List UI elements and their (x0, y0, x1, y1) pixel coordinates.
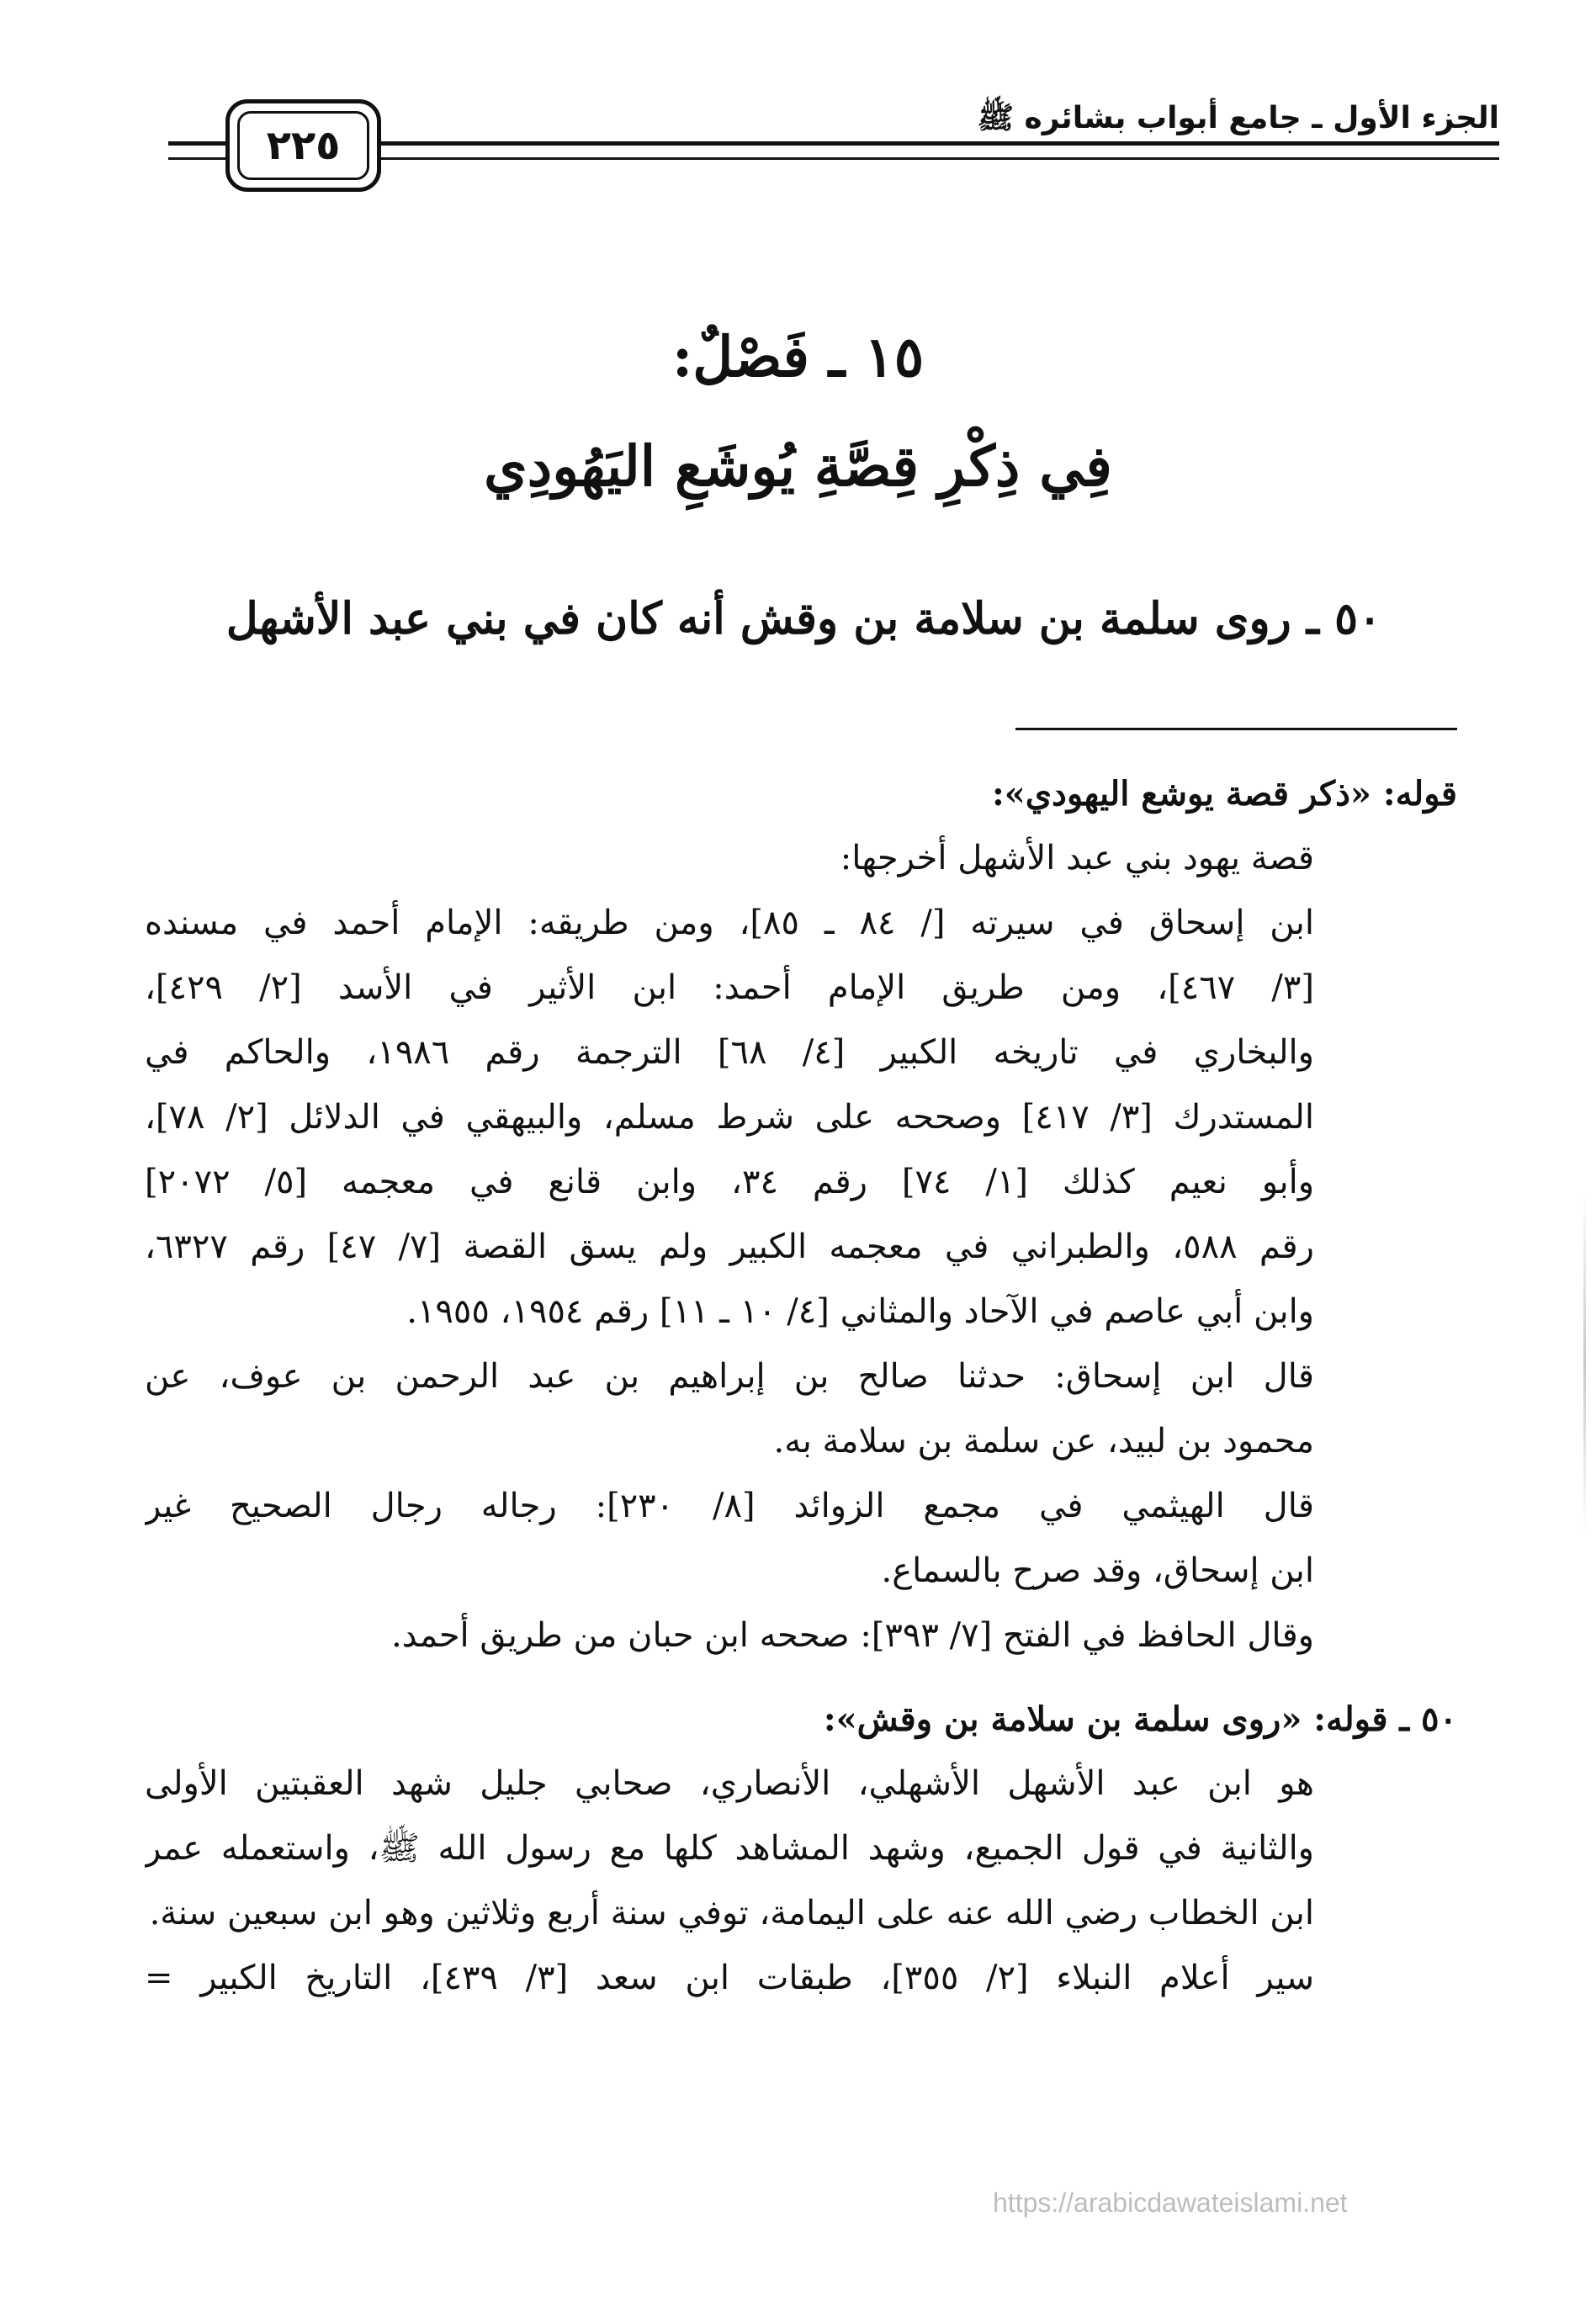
page-number: ٢٢٥ (237, 111, 369, 180)
chapter-heading: ١٥ ـ فَصْلٌ: (671, 324, 925, 390)
footnote-line: وأبو نعيم كذلك [١/ ٧٤] رقم ٣٤، وابن قانع في معجمه [٥/ ٢٠٧٢] (145, 1163, 1315, 1201)
footnote-line: قال الهيثمي في مجمع الزوائد [٨/ ٢٣٠]: رجاله رجال الصحيح غير (145, 1487, 1314, 1525)
footnote-gap (145, 1668, 1457, 1687)
footnote-line: سير أعلام النبلاء [٢/ ٣٥٥]، طبقات ابن سعد [٣/ ٤٣٩]، التاريخ الكبير = (145, 1959, 1314, 1997)
footnote-line: ابن الخطاب رضي الله عنه على اليمامة، توفي سنة أربع وثلاثين وهو ابن سبعين سنة. (149, 1894, 1314, 1933)
footnote-separator (1015, 728, 1457, 730)
page-number-frame (225, 99, 381, 192)
footnote-line: ابن إسحاق، وقد صرح بالسماع. (881, 1551, 1314, 1590)
footnote-line: محمود بن لبيد، عن سلمة بن سلامة به. (773, 1422, 1314, 1461)
running-header-title: الجزء الأول ـ جامع أبواب بشائره ﷺ (977, 101, 1499, 135)
footnote-line: ابن إسحاق في سيرته [/ ٨٤ ـ ٨٥]، ومن طريقه: الإمام أحمد في مسنده (145, 904, 1315, 942)
footnote-line: والثانية في قول الجميع، وشهد المشاهد كلها مع رسول الله ﷺ، واستعمله عمر (145, 1829, 1314, 1868)
footnote-line: قصة يهود بني عبد الأشهل أخرجها: (840, 839, 1314, 877)
footnote-heading: قوله: «ذكر قصة يوشع اليهودي»: (991, 774, 1457, 814)
footnote-line: والبخاري في تاريخه الكبير [٤/ ٦٨] الترجمة رقم ١٩٨٦، والحاكم في (145, 1033, 1314, 1072)
page-edge-shadow (1583, 1195, 1586, 1531)
footnote-line: هو ابن عبد الأشهل الأشهلي، الأنصاري، صحابي جليل شهد العقبتين الأولى (145, 1764, 1314, 1803)
footnote-line: [٣/ ٤٦٧]، ومن طريق الإمام أحمد: ابن الأثير في الأسد [٢/ ٤٢٩]، (145, 968, 1314, 1007)
footnotes (145, 761, 1457, 2011)
header-rule-left (168, 141, 227, 160)
footnote-heading: ٥٠ ـ قوله: «روى سلمة بن سلامة بن وقش»: (823, 1699, 1457, 1739)
footnote-line: المستدرك [٣/ ٤١٧] وصححه على شرط مسلم، والبيهقي في الدلائل [٢/ ٧٨]، (145, 1098, 1314, 1137)
chapter-subheading: فِي ذِكْرِ قِصَّةِ يُوشَعِ اليَهُودِي (484, 433, 1112, 499)
footnote-line: رقم ٥٨٨، والطبراني في معجمه الكبير ولم يسق القصة [٧/ ٤٧] رقم ٦٣٢٧، (145, 1227, 1314, 1266)
main-text-paragraph: ٥٠ ـ روى سلمة بن سلامة بن وقش أنه كان في بني عبد الأشهل (225, 593, 1381, 644)
watermark-url: https://arabicdawateislami.net (993, 2187, 1348, 2218)
footnote-line: وابن أبي عاصم في الآحاد والمثاني [٤/ ١٠ ـ ١١] رقم ١٩٥٤، ١٩٥٥. (406, 1292, 1314, 1331)
footnote-line: قال ابن إسحاق: حدثنا صالح بن إبراهيم بن عبد الرحمن بن عوف، عن (145, 1357, 1314, 1396)
footnote-line: وقال الحافظ في الفتح [٧/ ٣٩٣]: صححه ابن حبان من طريق أحمد. (390, 1616, 1314, 1655)
